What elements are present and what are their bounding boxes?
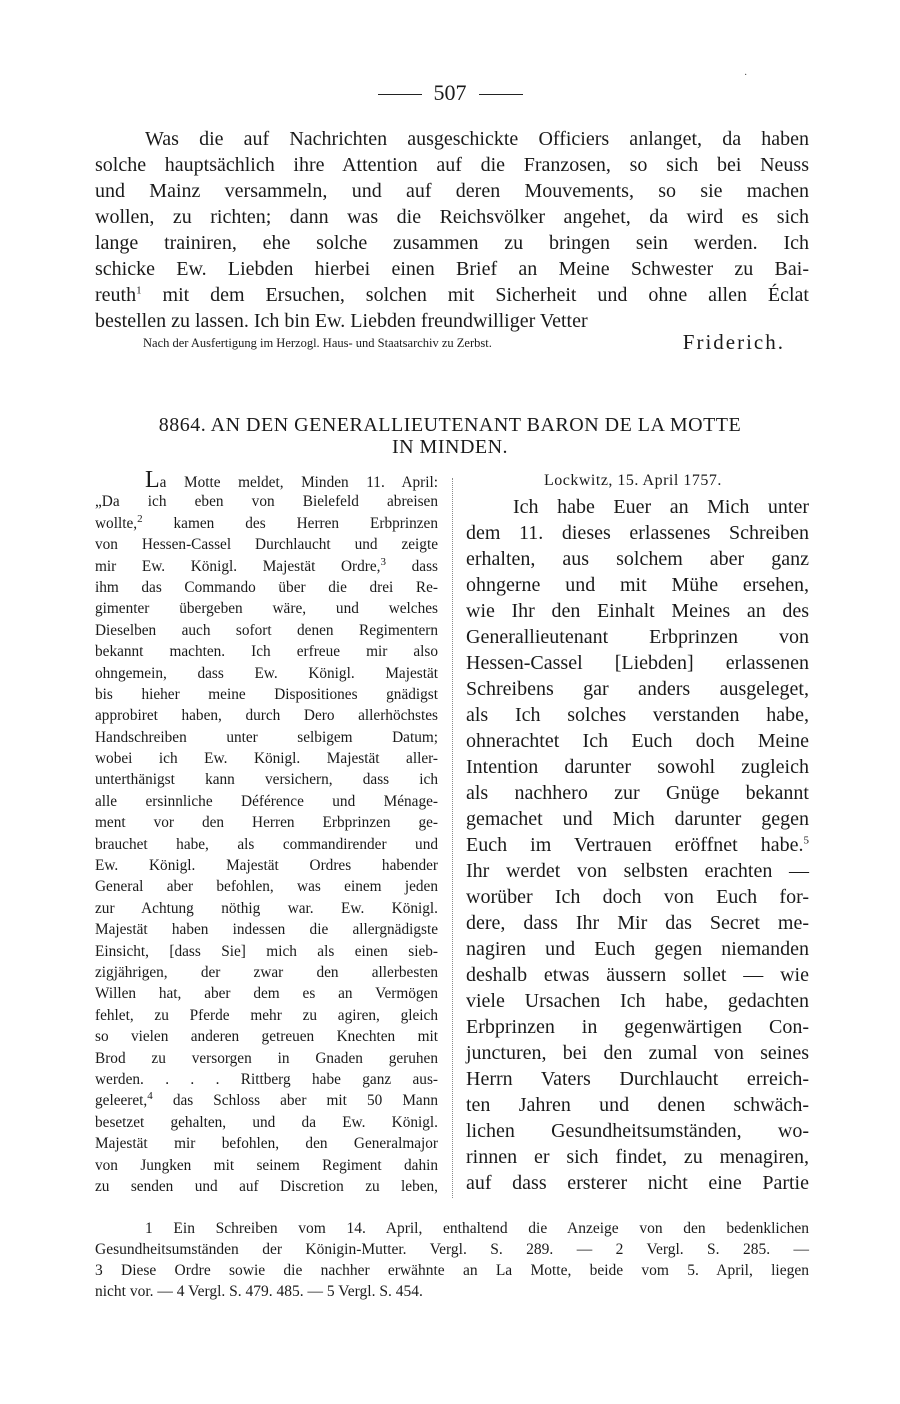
letter-body-line: Schreibens gar anders ausgeleget, — [466, 678, 809, 700]
summary-line-rest: dass — [411, 557, 438, 575]
initial-letter: L — [145, 467, 160, 493]
letter-line-rest: mit dem Ersuchen, solchen mit Sicherheit und ohne allen Éclat — [162, 284, 809, 306]
summary-line — [95, 556, 438, 577]
report-summary-column — [95, 467, 439, 1197]
summary-line: von Jungken mit seinem Regiment dahin — [95, 1156, 438, 1174]
footnotes — [95, 1218, 809, 1302]
footnote-line: 1 Ein Schreiben vom 14. April, enthaltend die Anzeige von den bedenklichen — [145, 1220, 809, 1237]
letter-body-line: als Ich solches verstanden habe, — [466, 704, 809, 726]
letter-body-line: deshalb etwas äussern sollet — wie — [466, 964, 809, 986]
footnote-ref: 2 — [137, 512, 143, 525]
letter-body-text: Euch im Vertrauen eröffnet habe. — [466, 834, 804, 856]
column-divider — [452, 478, 453, 1198]
summary-line: Majestät mir befohlen, den Generalmajor — [95, 1135, 438, 1153]
dateline: Lockwitz, 15. April 1757. — [544, 472, 722, 489]
letter-continuation — [95, 126, 809, 334]
summary-line: Willen hat, aber dem es an Vermögen — [95, 985, 438, 1003]
print-mark: · — [744, 70, 748, 81]
summary-line — [95, 1090, 438, 1111]
source-note-row — [143, 330, 809, 354]
summary-line: von Hessen-Cassel Durchlaucht und zeigte — [95, 536, 438, 554]
summary-line: Majestät haben indessen die allergnädigste — [95, 921, 438, 939]
page-number-rule-left — [378, 94, 422, 95]
letter-column — [466, 468, 809, 1196]
summary-line: bekannt machten. Ich erfreue mir also — [95, 643, 438, 661]
letter-line: schicke Ew. Liebden hierbei einen Brief an Meine Schwester zu Bai- — [95, 258, 809, 280]
letter-body-line: juncturen, bei den zumal von seines — [466, 1042, 809, 1064]
summary-line-start: geleeret, — [95, 1092, 148, 1110]
letter-line: wollen, zu richten; dann was die Reichsvölker angehet, da wird es sich — [95, 206, 809, 228]
letter-line: und Mainz versammeln, und auf deren Mouvements, so sie machen — [95, 180, 809, 202]
letter-body-line: Ihr werdet von selbsten erachten — — [466, 860, 809, 882]
letter-line-start: reuth — [95, 284, 137, 306]
summary-line: approbiret haben, durch Dero allerhöchstes — [95, 707, 438, 725]
letter-body-line: viele Ursachen Ich habe, gedachten — [466, 990, 809, 1012]
footnote-line: 3 Diese Ordre sowie die nachher erwähnte an La Motte, beide vom 5. April, liegen — [95, 1262, 809, 1279]
letter-body-line: dem 11. dieses erlassenes Schreiben — [466, 522, 809, 544]
summary-line: Ew. Königl. Majestät Ordres habender — [95, 857, 438, 875]
summary-line: werden. . . . Rittberg habe ganz aus- — [95, 1070, 438, 1088]
footnote-ref: 3 — [380, 555, 386, 568]
letter-body-line: erhalten, aus solchem aber ganz — [466, 548, 809, 570]
letter-body-line — [466, 832, 809, 858]
letter-body-line: wie Ihr den Einhalt Meines an des — [466, 600, 809, 622]
summary-line-rest: kamen des Herren Erbprinzen — [173, 514, 438, 532]
summary-line — [95, 467, 438, 493]
page-number — [0, 80, 900, 106]
letter-line: lange trainiren, ehe solche zusammen zu bringen sein werden. Ich — [95, 232, 809, 254]
page-number-rule-right — [479, 94, 523, 95]
letter-body-line: ohngerne und mit Mühe ersehen, — [466, 574, 809, 596]
letter-body-line: Ich habe Euer an Mich unter — [513, 496, 809, 518]
letter-body-line: Herrn Vaters Durchlaucht erreich- — [466, 1068, 809, 1090]
letter-body-line: als nachhero zur Gnüge bekannt — [466, 782, 809, 804]
letter-line — [95, 282, 809, 308]
footnote-ref: 1 — [136, 284, 142, 297]
summary-line-rest: das Schloss aber mit 50 Mann — [172, 1092, 439, 1110]
letter-line: solche hauptsächlich ihre Attention auf die Franzosen, so sich bei Neuss — [95, 154, 809, 176]
letter-body-line: ten Jahren und denen schwäch- — [466, 1094, 809, 1116]
letter-body-line: gemachet und Mich darunter gegen — [466, 808, 809, 830]
summary-line: ohngemein, dass Ew. Königl. Majestät — [95, 664, 438, 682]
summary-line: bis hieher meine Dispositiones gnädigst — [95, 685, 438, 703]
summary-line-start: mir Ew. Königl. Majestät Ordre, — [95, 557, 381, 575]
summary-line: so vielen anderen getreuen Knechten mit — [95, 1028, 438, 1046]
footnote-line: Gesundheitsumständen der Königin-Mutter. Vergl. S. 289. — 2 Vergl. S. 285. — — [95, 1241, 809, 1258]
summary-line: brauchet habe, als commandirender und — [95, 835, 438, 853]
document-heading-line1: 8864. AN DEN GENERALLIEUTENANT BARON DE LA MOTTE — [158, 414, 742, 436]
summary-line: zigjährigen, der zwar den allerbesten — [95, 963, 438, 981]
summary-line: Handschreiben unter selbigem Datum; — [95, 728, 438, 746]
summary-line: Einsicht, [dass Sie] mich als einen sieb- — [95, 942, 438, 960]
letter-body-line: Erbprinzen in gegenwärtigen Con- — [466, 1016, 809, 1038]
letter-body-line: auf dass ersterer nicht eine Partie — [466, 1172, 809, 1194]
letter-body-line: worüber Ich doch von Euch for- — [466, 886, 809, 908]
summary-line — [95, 513, 438, 534]
source-note: Nach der Ausfertigung im Herzogl. Haus- und Staatsarchiv zu Zerbst. — [143, 336, 492, 350]
summary-line: ihm das Commando über die drei Re- — [95, 578, 438, 596]
letter-line: bestellen zu lassen. Ich bin Ew. Liebden freundwilliger Vetter — [95, 310, 588, 332]
signature: Friderich. — [682, 330, 785, 354]
summary-line: wobei ich Ew. Königl. Majestät aller- — [95, 750, 438, 768]
footnote-ref: 5 — [803, 834, 809, 847]
summary-line: gimenter übergeben wäre, und welches — [95, 600, 438, 618]
summary-line: alle ersinnliche Déférence und Ménage- — [95, 792, 438, 810]
letter-body-line: ohnerachtet Ich Euch doch Meine — [466, 730, 809, 752]
letter-body-line: Intention darunter sowohl zugleich — [466, 756, 809, 778]
summary-line: General aber befohlen, was einem jeden — [95, 878, 438, 896]
summary-line-start: wollte, — [95, 514, 138, 532]
page-number-text: 507 — [433, 80, 467, 105]
summary-line: unterthänigst kann versichern, dass ich — [95, 771, 438, 789]
summary-line: besetzet gehalten, und da Ew. Königl. — [95, 1113, 438, 1131]
footnote-line: nicht vor. — 4 Vergl. S. 479. 485. — 5 Vergl. S. 454. — [95, 1283, 423, 1300]
letter-body-line: nagiren und Euch gegen niemanden — [466, 938, 809, 960]
summary-line: zu senden und auf Discretion zu leben, — [95, 1177, 438, 1195]
letter-body-line: dere, dass Ihr Mir das Secret me- — [466, 912, 809, 934]
letter-body-line: Generallieutenant Erbprinzen von — [466, 626, 809, 648]
summary-line-text: a Motte meldet, Minden 11. April: — [159, 474, 438, 491]
document-heading — [0, 414, 900, 458]
summary-line: zur Achtung nöthig war. Ew. Königl. — [95, 899, 438, 917]
summary-line: ment vor den Herren Erbprinzen ge- — [95, 814, 438, 832]
summary-line: fehlet, zu Pferde mehr zu agiren, gleich — [95, 1006, 438, 1024]
letter-body-line: rinnen er sich findet, zu menagiren, — [466, 1146, 809, 1168]
footnote-ref: 4 — [147, 1090, 153, 1103]
document-heading-line2: IN MINDEN. — [391, 436, 509, 458]
summary-line: Brod zu versorgen in Gnaden geruhen — [95, 1049, 438, 1067]
letter-body-line: lichen Gesundheitsumständen, wo- — [466, 1120, 809, 1142]
letter-body-line: Hessen-Cassel [Liebden] erlassenen — [466, 652, 809, 674]
summary-line: „Da ich eben von Bielefeld abreisen — [95, 493, 438, 511]
letter-line: Was die auf Nachrichten ausgeschickte Officiers anlanget, da haben — [145, 128, 809, 150]
summary-line: Dieselben auch sofort denen Regimentern — [95, 621, 438, 639]
